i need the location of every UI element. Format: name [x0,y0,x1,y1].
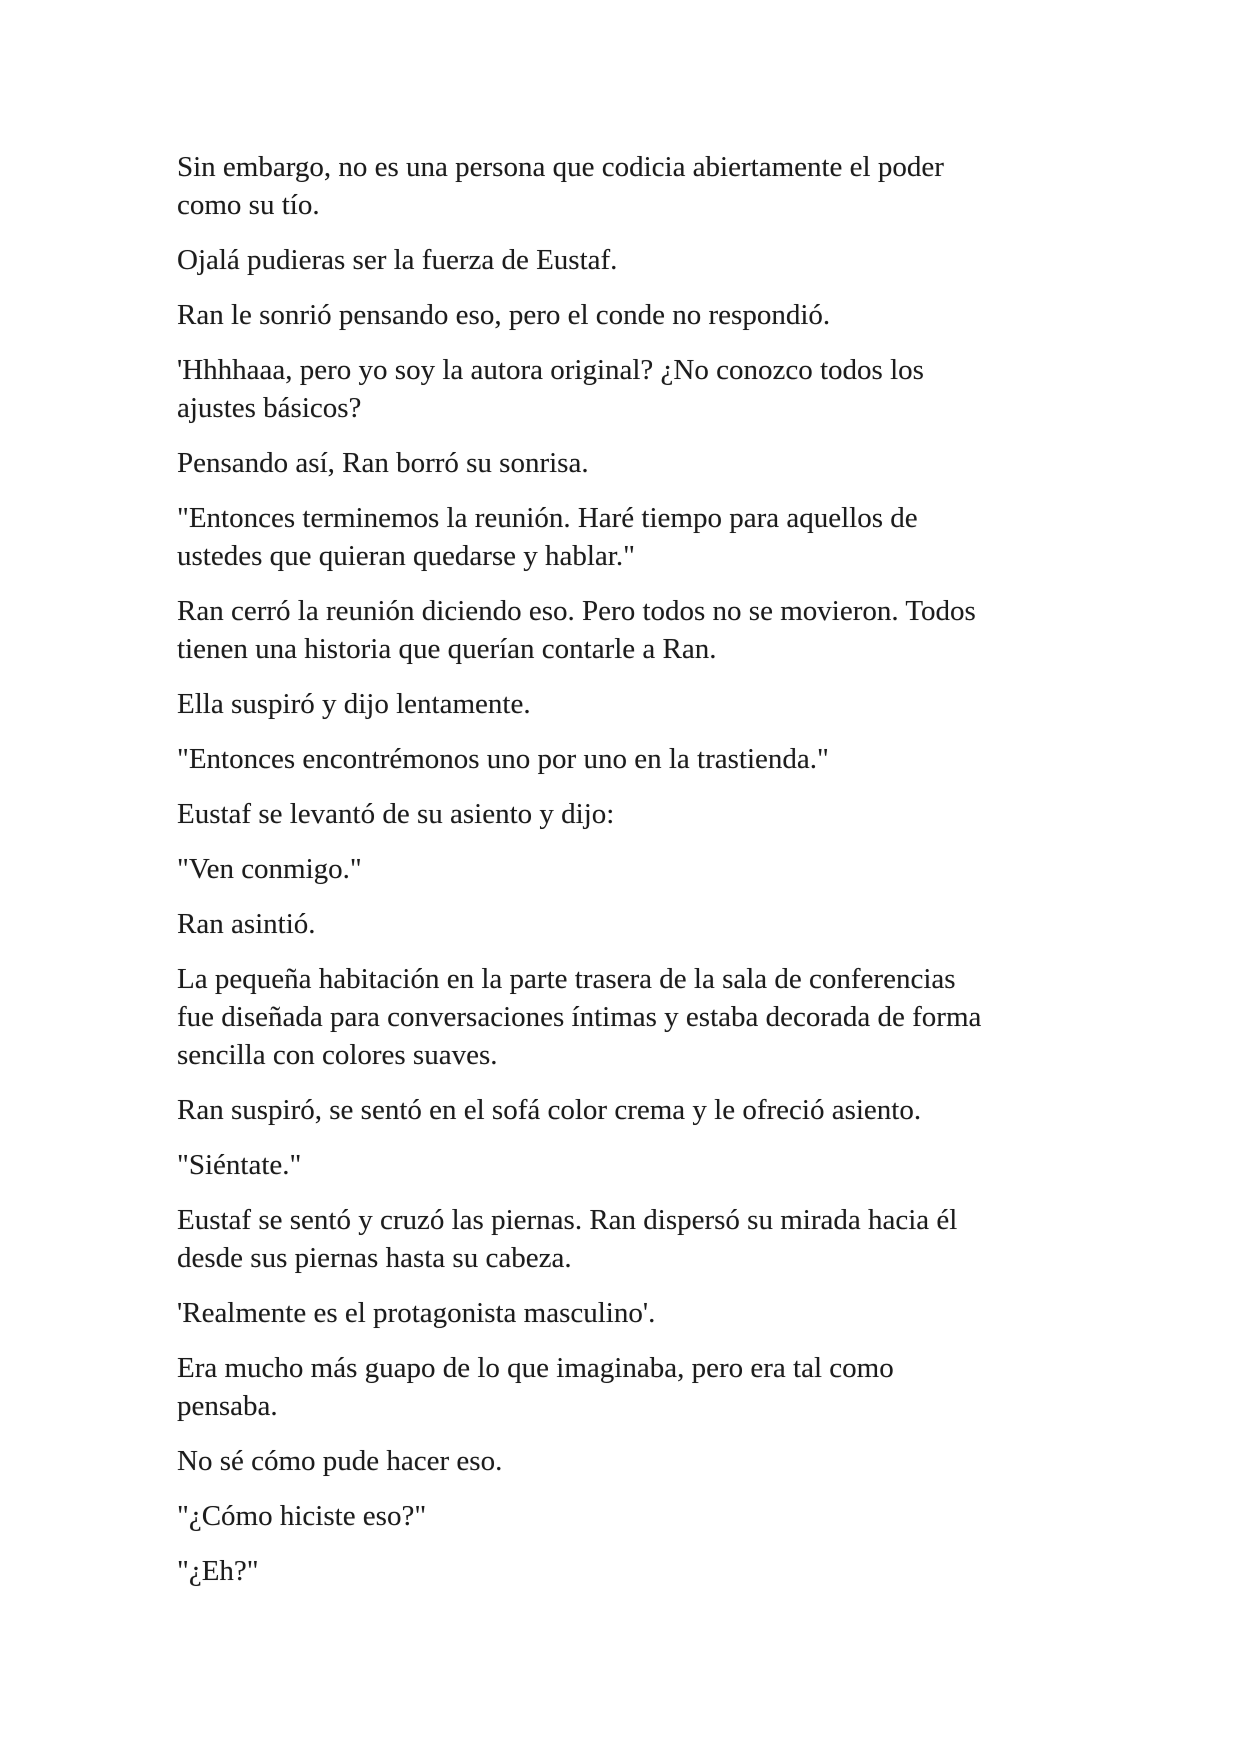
paragraph: "¿Cómo hiciste eso?" [177,1500,427,1532]
paragraph: Ran cerró la reunión diciendo eso. Pero todos no se movieron. Todos tienen una historia que querían contarle a Ran. [177,595,976,665]
paragraph: "Siéntate." [177,1149,302,1181]
paragraph: "Ven conmigo." [177,853,362,885]
paragraph: "Entonces encontrémonos uno por uno en la trastienda." [177,743,829,775]
paragraph: "¿Eh?" [177,1555,259,1587]
paragraph: Eustaf se levantó de su asiento y dijo: [177,798,615,830]
body-text [177,148,1077,1607]
paragraph: Sin embargo, no es una persona que codicia abiertamente el poder como su tío. [177,151,944,221]
paragraph: Ran asintió. [177,908,316,940]
paragraph: Ran le sonrió pensando eso, pero el conde no respondió. [177,299,831,331]
paragraph: Ran suspiró, se sentó en el sofá color crema y le ofreció asiento. [177,1094,922,1126]
paragraph: Ella suspiró y dijo lentamente. [177,688,531,720]
paragraph: Eustaf se sentó y cruzó las piernas. Ran dispersó su mirada hacia él desde sus piernas hasta su cabeza. [177,1204,958,1274]
paragraph: 'Hhhhaaa, pero yo soy la autora original? ¿No conozco todos los ajustes básicos? [177,354,924,424]
paragraph: Pensando así, Ran borró su sonrisa. [177,447,589,479]
paragraph: 'Realmente es el protagonista masculino'. [177,1297,656,1329]
paragraph: Ojalá pudieras ser la fuerza de Eustaf. [177,244,618,276]
paragraph: La pequeña habitación en la parte trasera de la sala de conferencias fue diseñada para conversaciones íntimas y estaba decorada de forma sencilla con colores suaves. [177,963,982,1071]
paragraph: "Entonces terminemos la reunión. Haré tiempo para aquellos de ustedes que quieran quedarse y hablar." [177,502,918,572]
paragraph: Era mucho más guapo de lo que imaginaba, pero era tal como pensaba. [177,1352,894,1422]
paragraph: No sé cómo pude hacer eso. [177,1445,503,1477]
